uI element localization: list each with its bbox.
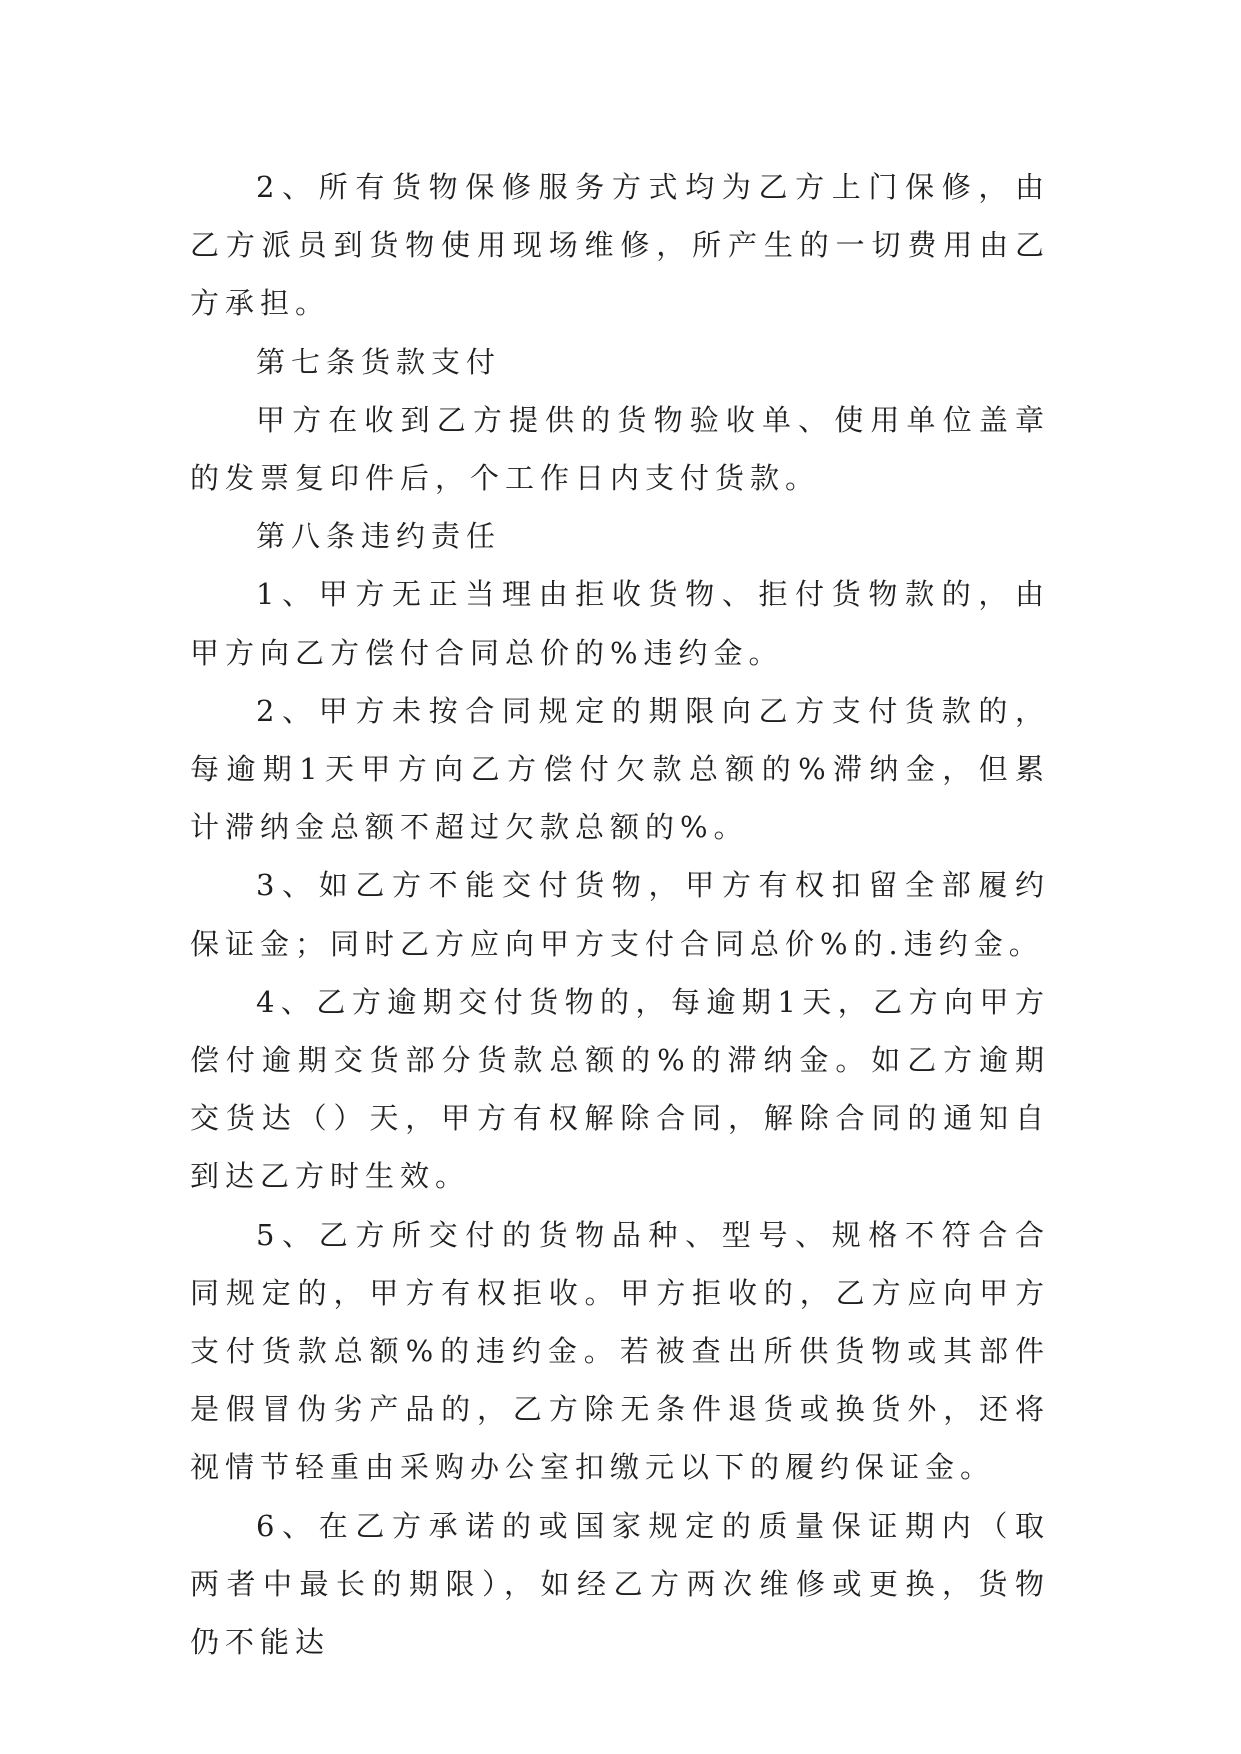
document-body [190, 158, 1050, 1671]
paragraph-liability-4: 4、乙方逾期交付货物的，每逾期1天，乙方向甲方偿付逾期交货部分货款总额的%的滞纳金。如乙方逾期交货达（）天，甲方有权解除合同，解除合同的通知自到达乙方时生效。 [190, 984, 1050, 1194]
heading-article-7-payment: 第七条货款支付 [256, 344, 502, 379]
paragraph-liability-3: 3、如乙方不能交付货物，甲方有权扣留全部履约保证金；同时乙方应向甲方支付合同总价%的.违约金。 [190, 868, 1050, 961]
paragraph-payment-terms: 甲方在收到乙方提供的货物验收单、使用单位盖章的发票复印件后，个工作日内支付货款。 [190, 402, 1050, 496]
paragraph-liability-5: 5、乙方所交付的货物品种、型号、规格不符合合同规定的，甲方有权拒收。甲方拒收的，乙方应向甲方支付货款总额%的违约金。若被查出所供货物或其部件是假冒伪劣产品的，乙方除无条件退货或换货外，还将视情节轻重由采购办公室扣缴元以下的履约保证金。 [190, 1217, 1050, 1485]
paragraph-liability-6: 6、在乙方承诺的或国家规定的质量保证期内（取两者中最长的期限），如经乙方两次维修或更换，货物仍不能达 [190, 1508, 1050, 1660]
paragraph-liability-1: 1、甲方无正当理由拒收货物、拒付货物款的，由甲方向乙方偿付合同总价的%违约金。 [190, 577, 1050, 670]
paragraph-warranty-service: 2、所有货物保修服务方式均为乙方上门保修，由乙方派员到货物使用现场维修，所产生的一切费用由乙方承担。 [190, 170, 1050, 321]
paragraph-liability-2: 2、甲方未按合同规定的期限向乙方支付货款的，每逾期1天甲方向乙方偿付欠款总额的%滞纳金，但累计滞纳金总额不超过欠款总额的%。 [190, 693, 1050, 845]
heading-article-8-liability: 第八条违约责任 [256, 519, 502, 554]
